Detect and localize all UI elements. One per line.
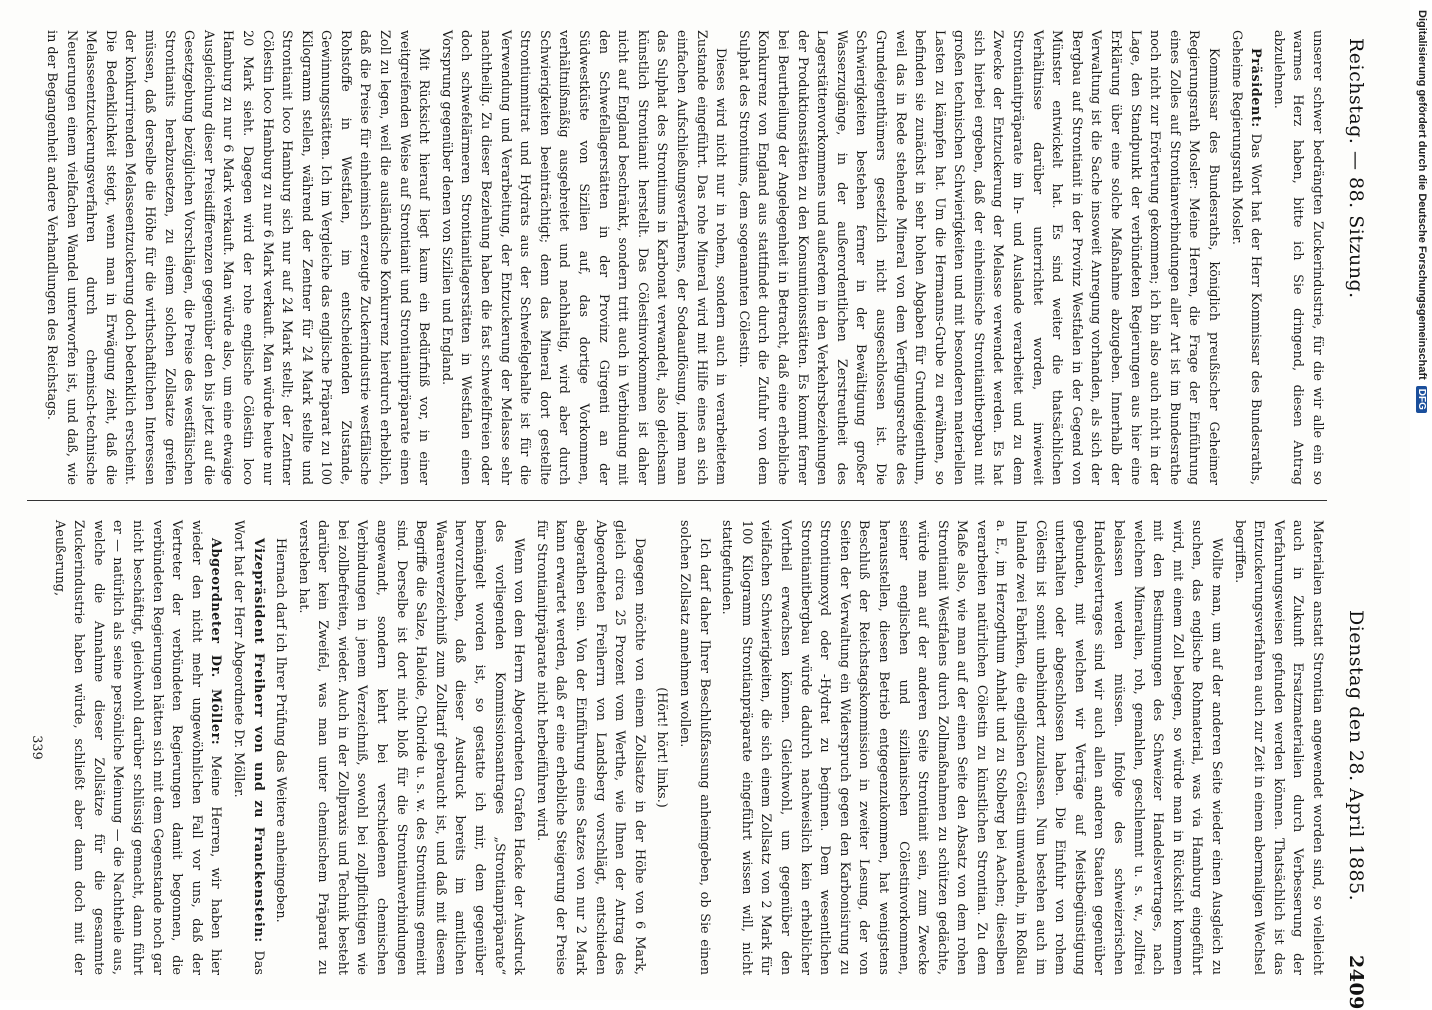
right-text-column bbox=[23, 520, 1327, 975]
paragraph-text: 339 bbox=[29, 735, 44, 760]
paragraph bbox=[652, 520, 672, 975]
paragraph bbox=[271, 520, 291, 975]
paragraph bbox=[41, 30, 433, 485]
paragraph bbox=[26, 520, 46, 975]
paragraph bbox=[717, 520, 1226, 975]
paragraph-text: Wenn von dem Herrn Abgeordneten Grafen Hacke der Ausdruck des vorliegenden Kommissionsantrages „Strontianpräparate“ bemängelt worden ist, so gestatte ich mir, dem gegenüber hervorzuheben, daß dieser Ausdruck bereits im amtlichen Waarenverzeichniß zum Zolltarif gebraucht ist, und daß mit diesem Begriffe die Salze, Haloide, Chloride u. s. w. des Strontiums gemeint sind. Derselbe ist dort nicht bloß für die Strontianverbindungen angewandt, sondern kehrt bei verschiedenen chemischen Verbindungen in jenem Verzeichniß, sowohl bei zollpflichtigen wie bei zollbefreiten, wieder. Auch in der Zollpraxis und Technik besteht darüber kein Zweifel, was man unter chemischem Präparat zu verstehen hat. bbox=[295, 520, 527, 975]
paragraph bbox=[293, 520, 528, 975]
paragraph-text: Dagegen möchte von einem Zollsatze in der Höhe von 6 Mark, gleich circa 25 Prozent vom Werthe, wie Ihnen der Antrag des Abgeordneten Freiherrn von Landsberg vorschlägt, entschieden abgerathen sein. Von der Einführung eines Satzes von nur 2 Mark kann erwartet werden, daß er eine erhebliche Steigerung der Preise für Strontianitpräparate nicht herbeiführen wird. bbox=[533, 520, 647, 975]
page-header bbox=[1341, 0, 1371, 1010]
column-divider bbox=[27, 500, 1327, 501]
speaker-name: Vizepräsident Freiherr von und zu Franckenstein: bbox=[250, 538, 266, 943]
paragraph bbox=[1268, 30, 1327, 485]
footer-credit-text: Digitalisierung gefördert durch die Deutsche Forschungsgemeinschaft bbox=[1416, 10, 1428, 380]
header-left: Reichstag. — 88. Sitzung. bbox=[1345, 38, 1367, 299]
paragraph-text: Das Wort hat der Herr Kommissar des Bundesraths, Geheime Regierungsrath Mosler. bbox=[1228, 30, 1264, 485]
paragraph-text: Dieses wird nicht nur in rohem, sondern auch in verarbeitetem Zustande eingeführt. Das rohe Mineral wird mit Hilfe eines an sich einfachen Aufschließungsverfahrens, der Sodaauflösung, indem man das Sulphat des Strontiums in Karbonat verwandelt, also gleichsam künstlich Strontianit herstellt. Das Cölestinvorkommen ist daher nicht auf England beschränkt, sondern tritt auch in Verbindung mit den Schwefellagerstätten in der Provinz Girgenti an der Südwestküste von Sizilien auf, das dortige Vorkommen, verhältnißmäßig ausgebreitet und nachhaltig, wird aber durch Schwierigkeiten beeinträchtigt; denn das Mineral dort gestellte Strontiumnitrat und Hydrats aus der Schwefelgehalte ist für die Verwendung und Verarbeitung, der Entzuckerung der Melasse sehr nachtheilig. Zu dieser Beziehung haben die fast schwefelfreien oder doch schwefelärmeren Strontianitlagerstätten in Westfalen einen Vorsprung gegenüber denen von Sizilien und England. bbox=[438, 30, 729, 485]
paragraph bbox=[733, 30, 1223, 485]
paragraph bbox=[531, 520, 649, 975]
paragraph bbox=[1226, 30, 1265, 485]
paragraph-text: Ich darf daher Ihrer Beschlußfassung anheimgeben, ob Sie einen solchen Zollsatz annehmen wollen. bbox=[677, 520, 712, 975]
paragraph-text: Das Wort hat der Herr Abgeordnete Dr. Möller. bbox=[230, 520, 266, 975]
header-right: Dienstag den 28. April 1885. bbox=[1345, 610, 1367, 902]
paragraph-text: unserer schwer bedrängten Zuckerindustrie, für die wir alle ein so warmes Herz haben, bitte ich Sie dringend, diesen Antrag abzulehnen. bbox=[1270, 30, 1325, 485]
left-text-column bbox=[38, 30, 1327, 485]
speaker-name: Abgeordneter Dr. Möller: bbox=[208, 538, 224, 746]
paragraph bbox=[436, 30, 730, 485]
speaker-name: Präsident: bbox=[1248, 48, 1264, 128]
paragraph-text: Meine Herren, wir haben hier wieder den nicht mehr ungewöhnlichen Fall vor uns, daß der Vertreter der verbündeten Regierungen damit begonnen, die verbündeten Regierungen hätten sich mit dem Gegenstande noch gar nicht beschäftigt, gleichwohl darüber schlüssig gemacht, dann führt er — natürlich als seine persönliche Meinung — die Nachtheile aus, welche die Annahme dieser Zollsätze für die gesammte Zuckerindustrie haben würde, schließt aber dann doch mit der Aeußerung, bbox=[51, 520, 224, 975]
paragraph-text: Mit Rücksicht hierauf liegt kaum ein Bedürfniß vor, in einer weitgreifenden Weise auf Strontianit und Strontianitpräparate einen Zoll zu legen, weil die ausländische Konkurrenz hierdurch erheblich, daß die Preise für einheimisch erzeugte Zuckerindustrie westfälische Rohstoffe in Westfalen, im entscheidenden Zustande, Gewinnungsstätten. Ich im Vergleiche das englische Präparat zu 100 Kilogramm stellen, während der Zentner für 24 Mark stellte und Strontianit loco Hamburg sich nur auf 24 Mark stellt; der Zentner Cölestin loco Hamburg zu nur 6 Mark verkauft. Man würde heute nur 20 Mark sieht. Dagegen wird der rohe englische Cölestin loco Hamburg zu nur 6 Mark verkauft. Man würde also, um eine etwaige Ausgleichung dieser Preisdifferenzen gegenüber den bis jetzt auf die Gesetzgebung bezüglichen Vorschlägen, die Preise des westfälischen Strontianits herabzusetzen, zu einem solchen Zollsatze greifen müssen, daß derselbe die Höhe für die wirthschaftlichen Interessen der konkurrirenden Melasseentzuckerung doch bedenklich erscheint. Die Bedenklichkeit steigt, wenn man in Erwägung zieht, daß die Melasseentzuckerungsverfahren durch chemisch-technische Neuerungen einem vielfachen Wandel unterworfen ist, und daß, wie in der Begangenheit andere Verhandlungen des Reichstags. bbox=[44, 30, 432, 485]
paragraph-text: Wollte man, um auf der anderen Seite wieder einen Ausgleich zu suchen, das englische Rohmaterial, was via Hamburg eingeführt wird, mit einem Zoll belegen, so würde man in Rücksicht kommen mit den Bestimmungen des Schweizer Handelsvertrages, nach welchem Mineralien, roh, gemahlen, geschlemmt u. s. w., zollfrei belassen werden müssen. Infolge des schweizerischen Handelsvertrages sind wir auch allen anderen Staaten gegenüber gebunden, mit welchen wir Verträge auf Meistbegünstigung unterhalten oder abgeschlossen haben. Die Einfuhr von rohem Cölestin ist somit unbehindert zuzulassen. Nun bestehen auch im Inlande zwei Fabriken, die englischen Cölestin umwandeln, in Roßlau a. E., im Herzogthum Anhalt und zu Stolberg bei Aachen; dieselben verarbeiten natürlichen Cölestin zu künstlichen Strontian. Zu dem Maße also, wie man auf der einen Seite den Absatz von dem rohen Strontianit Westfalens durch Zollmaßnahmen zu schützen gedächte, würde man auf der anderen Seite Strontianit sein, zum Zwecke seiner englischen und sizilianischen Cölestinvorkommen, herausstellen, diesen Betrieb entgegenzukommen, hat wenigstens Beschluß der Reichstagskommission in zweiter Lesung, der von Seiten der Verwaltung ein Widerspruch gegen den Karbonisirung zu Strontiumoxyd oder -Hydrat zu beginnen. Dem wesentlichen Strontianitbergbau würde dadurch nachweislich kein erheblicher Vortheil erwachsen können. Gleichwohl, um gegenüber den vielfachen Schwierigkeiten, die sich einem Zollsatz von 2 Mark für 100 Kilogramm Strontianpräparate eingeführt wissen will, nicht stattgefunden. bbox=[719, 520, 1225, 975]
page-number: 2409 bbox=[1345, 955, 1367, 1010]
dfg-logo: DFG bbox=[1416, 386, 1427, 413]
paragraph bbox=[1229, 520, 1327, 975]
paragraph bbox=[49, 520, 225, 975]
rotated-page bbox=[5, 0, 1385, 1010]
paragraph-text: Hiernach darf ich Ihrer Prüfung das Weitere anheimgeben. bbox=[273, 538, 289, 923]
paragraph-text: (Hört! hört! links.) bbox=[654, 687, 670, 808]
paragraph bbox=[228, 520, 267, 975]
footer-credit bbox=[1408, 10, 1428, 990]
paragraph-text: Materialien anstatt Strontian angewendet worden sind, so vielleicht auch in Zukunft Ersatzmaterialien durch Verbesserung der Verfahrungsweisen gefunden werden können. Thatsächlich ist das Entzuckerungsverfahren auch zur Zeit in einem abermaligen Wechsel begriffen. bbox=[1231, 520, 1325, 975]
paragraph bbox=[674, 520, 713, 975]
paragraph-text: Kommissar des Bundesraths, königlich preußischer Geheimer Regierungsrath Mosler: Meine Herren, die Frage der Einführung eines Zolles auf Strontianverbindungen aller Art ist im Bundesrathe noch nicht zur Erörterung gekommen; ich bin also auch nicht in der Lage, den Standpunkt der verbündeten Regierungen aus hier eine Erklärung über eine solche Maßnahme abzugeben. Innerhalb der Verwaltung ist die Sache insoweit Anregung vorhanden, als sich der Bergbau auf Strontianit in der Provinz Westfalen in der Gegend von Münster entwickelt hat. Es sind weiter die thatsächlichen Verhältnisse darüber unterrichtet worden, inwieweit Strontianitpräparate im In- und Auslande verarbeitet und zu dem Zwecke der Entzuckerung der Melasse verwendet werden. Es hat sich hierbei ergeben, daß der einheimische Strontianitbergbau mit großen technischen Schwierigkeiten und mit besonderen materiellen Lasten zu kämpfen hat. Um die Hermanns-Grube zu erwähnen, so befinden sie zunächst in sehr hohen Abgaben für Grundeigenthum, weil das in Rede stehende Mineral von dem Verfügungsrechte des Grundeigenthümers gesetzlich nicht ausgeschlossen ist. Die Schwierigkeiten bestehen ferner in der Bewältigung großer Wasserzugänge, in der außerordentlichen Zerstreutheit des Lagerstättenvorkommens und außerdem in den Verkehrsbeziehungen der Produktionsstätten zu den Konsumtionsstätten. Es kommt ferner bei Beurtheilung der Angelegenheit in Betracht, daß eine erhebliche Konkurrenz von England aus stattfindet durch die Zufuhr von dem Sulphat des Strontiums, dem sogenannten Cölestin. bbox=[735, 30, 1222, 485]
